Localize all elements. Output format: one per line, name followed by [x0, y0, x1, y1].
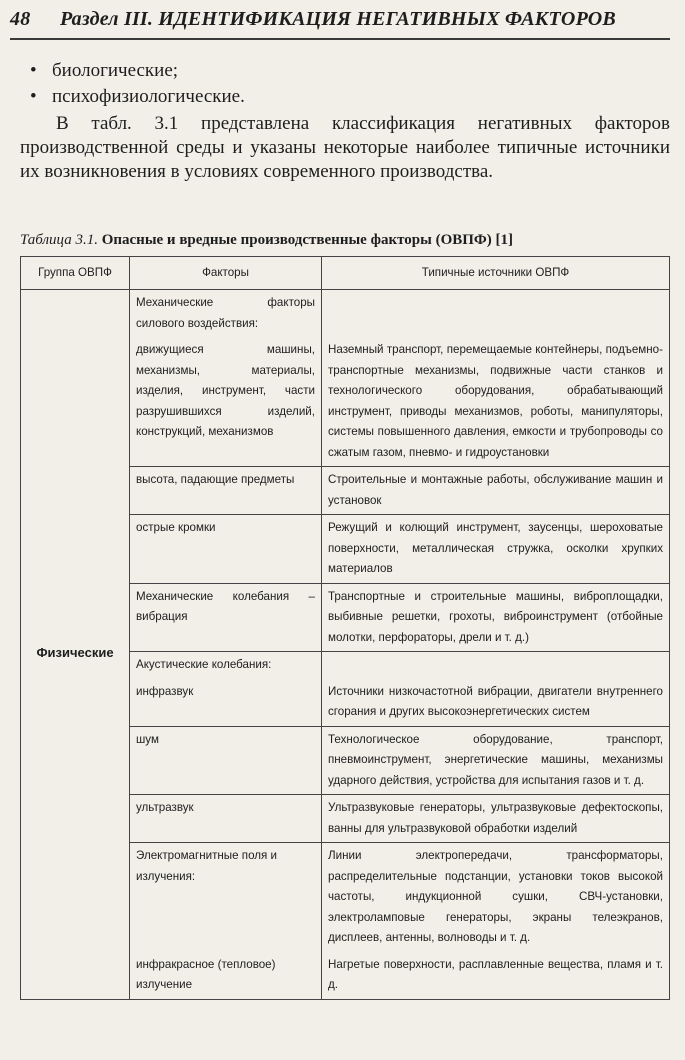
source-cell: Источники низкочастотной вибрации, двигатели внутреннего сгорания и других высокоэнергетических систем: [322, 679, 670, 727]
table-number: Таблица 3.1.: [20, 232, 98, 248]
list-item: • биологические;: [30, 58, 245, 84]
source-cell: [322, 652, 670, 679]
factor-cell: Механические колебания – вибрация: [130, 583, 322, 652]
list-item: • психофизиологические.: [30, 84, 245, 110]
source-cell: Технологическое оборудование, транспорт, пневмоинструмент, энергетические машины, механизмы ударного действия, устройства для испытания газов и т. д.: [322, 726, 670, 795]
section-title: Раздел III. ИДЕНТИФИКАЦИЯ НЕГАТИВНЫХ ФАКТОРОВ: [60, 8, 616, 30]
source-cell: Линии электропередачи, трансформаторы, распределительные подстанции, установки токов высокой частоты, индукционной сушки, СВЧ-установки, электроламповые генераторы, экраны телеэкранов, дисплеев, антенны, волноводы и т. д.: [322, 843, 670, 952]
group-cell: Физические: [21, 290, 130, 1000]
factor-cell: Механические факторы силового воздействия:: [130, 290, 322, 338]
table-header-row: [21, 257, 670, 290]
factor-cell: шум: [130, 726, 322, 795]
ovpf-table: [20, 256, 670, 1000]
column-header-group: Группа ОВПФ: [21, 257, 130, 290]
intro-paragraph: В табл. 3.1 представлена классификация негативных факторов производственной среды и указаны некоторые наиболее типичные источники их возникновения в условиях современного производства.: [20, 113, 670, 182]
table-row: [21, 290, 670, 338]
factor-cell: острые кромки: [130, 515, 322, 584]
bullet-list: [30, 58, 245, 110]
column-header-factors: Факторы: [130, 257, 322, 290]
page-number: 48: [10, 8, 31, 30]
source-cell: Нагретые поверхности, расплавленные вещества, пламя и т. д.: [322, 952, 670, 1000]
table-title: Опасные и вредные производственные факторы (ОВПФ) [1]: [101, 232, 514, 248]
factor-cell: инфракрасное (тепловое) излучение: [130, 952, 322, 1000]
table-caption: [20, 230, 670, 250]
factor-cell: движущиеся машины, механизмы, материалы, изделия, инструмент, части разрушившихся изделий, конструкций, механизмов: [130, 337, 322, 467]
factor-cell: инфразвук: [130, 679, 322, 727]
source-cell: Ультразвуковые генераторы, ультразвуковые дефектоскопы, ванны для ультразвуковой обработки изделий: [322, 795, 670, 843]
factor-cell: Акустические колебания:: [130, 652, 322, 679]
source-cell: Режущий и колющий инструмент, заусенцы, шероховатые поверхности, металлическая стружка, осколки хрупких материалов: [322, 515, 670, 584]
source-cell: Строительные и монтажные работы, обслуживание машин и установок: [322, 467, 670, 515]
column-header-sources: Типичные источники ОВПФ: [322, 257, 670, 290]
source-cell: Транспортные и строительные машины, виброплощадки, выбивные решетки, грохоты, виброинструмент (отбойные молотки, перфораторы, дрели и т. д.): [322, 583, 670, 652]
factor-cell: Электромагнитные поля и излучения:: [130, 843, 322, 952]
factor-cell: высота, падающие предметы: [130, 467, 322, 515]
header-rule: [10, 38, 670, 40]
factor-cell: ультразвук: [130, 795, 322, 843]
running-header: [10, 8, 670, 31]
source-cell: [322, 290, 670, 338]
source-cell: Наземный транспорт, перемещаемые контейнеры, подъемно-транспортные механизмы, подвижные части станков и технологического оборудования, обрабатывающий инструмент, приводы механизмов, роботы, манипуляторы, системы повышенного давления, емкости и трубопроводы со сжатым газом, пневмо- и гидроустановки: [322, 337, 670, 467]
